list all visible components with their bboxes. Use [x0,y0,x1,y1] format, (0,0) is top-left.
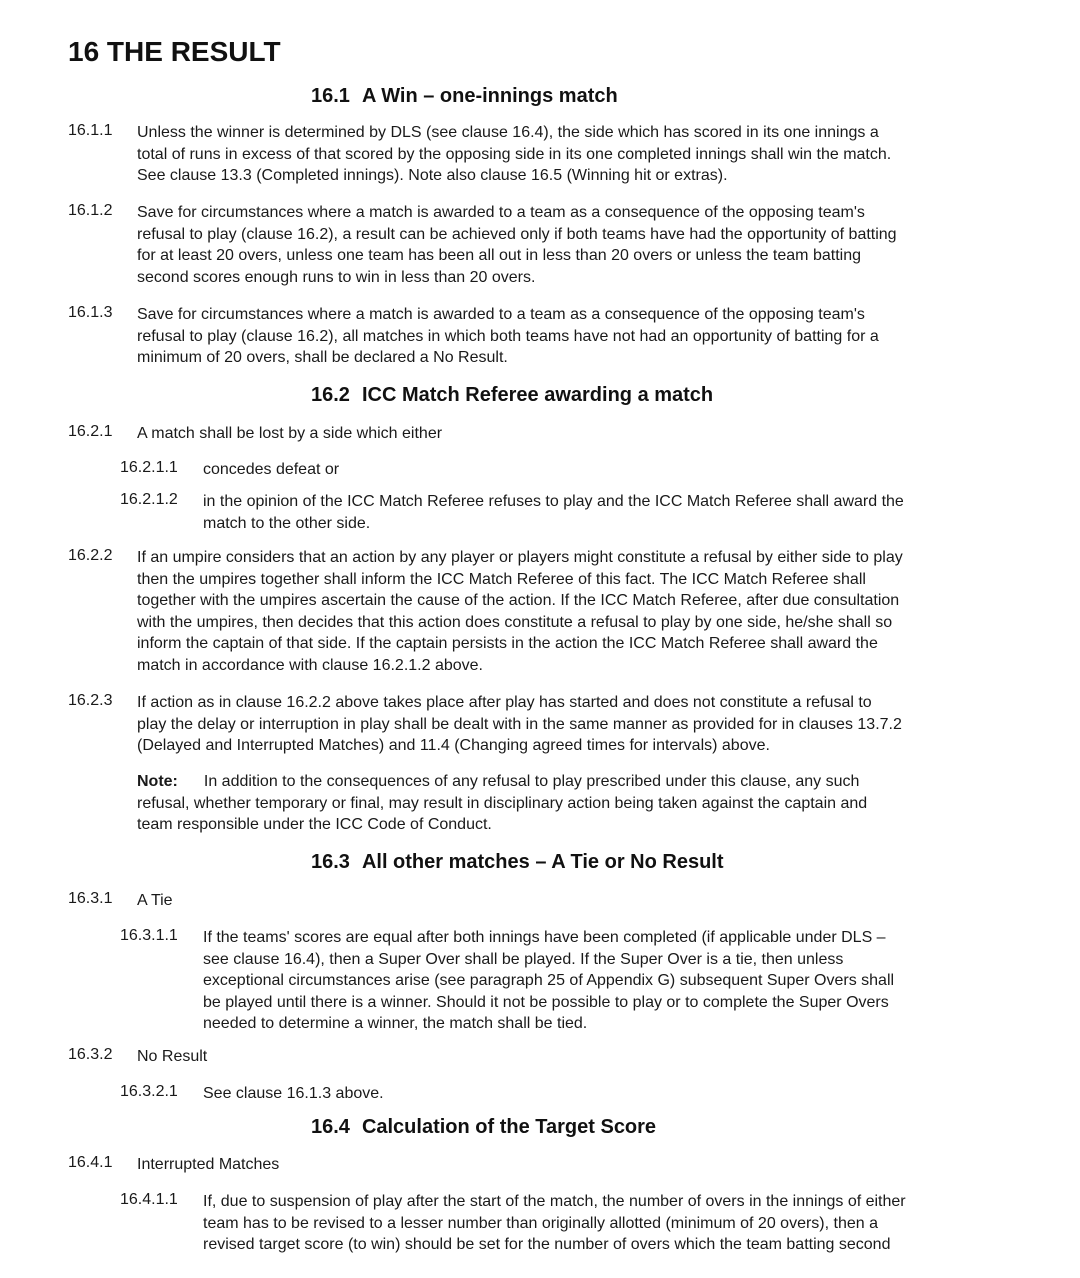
clause-number: 16.2.2 [68,547,113,564]
page-title: 16 THE RESULT [68,36,281,67]
clause-16-2-3-text [137,692,902,757]
clause-16-4-1-text: Interrupted Matches [137,1156,280,1173]
section-heading-16-4 [311,1116,656,1139]
clause-number: 16.3.2 [68,1046,113,1063]
text-line: Save for circumstances where a match is awarded to a team as a consequence of the opposing team's [137,306,865,323]
section-number: 16.1 [311,85,350,107]
text-line: refusal to play (clause 16.2), a result can be achieved only if both teams have had the opportunity of batting [137,225,897,243]
text-line: In addition to the consequences of any refusal to play prescribed under this clause, any such [203,773,860,790]
text-line: refusal, whether temporary or final, may result in disciplinary action being taken against the captain and [137,794,868,812]
text-line: second scores enough runs to win in less than 20 overs. [137,268,536,286]
text-line: needed to determine a winner, the match shall be tied. [203,1015,588,1033]
section-heading-16-1 [311,85,618,108]
text-line: inform the captain of that side. If the captain persists in the action the ICC Match Referee shall award the [137,635,878,653]
text-line: exceptional circumstances arise (see paragraph 25 of Appendix G) subsequent Super Overs shall [203,972,895,990]
subclause-16-4-1-1-text [203,1191,906,1256]
clause-16-2-2-text [137,547,903,677]
text-line: (Delayed and Interrupted Matches) and 11.4 (Changing agreed times for intervals) above. [137,737,770,755]
text-line: If the teams' scores are equal after both innings have been completed (if applicable under DLS – [203,929,886,946]
section-number: 16.2 [311,384,350,406]
text-line: in the opinion of the ICC Match Referee refuses to play and the ICC Match Referee shall award the [203,493,904,510]
text-line: If action as in clause 16.2.2 above takes place after play has started and does not constitute a refusal to [137,694,872,711]
text-line: with the umpires, then decides that this action does constitute a refusal to play by one side, he/she shall so [137,613,893,631]
text-line: refusal to play (clause 16.2), all matches in which both teams have not had an opportunity of batting for a [137,327,879,345]
section-heading-16-3 [311,851,724,874]
text-line: If an umpire considers that an action by any player or players might constitute a refusal by either side to play [137,549,903,566]
text-line: team responsible under the ICC Code of Conduct. [137,816,492,834]
text-line: for at least 20 overs, unless one team has been all out in less than 20 overs or unless the team batting [137,247,861,265]
text-line: Unless the winner is determined by DLS (see clause 16.4), the side which has scored in its one innings a [137,124,879,141]
text-line: match in accordance with clause 16.2.1.2 above. [137,656,483,674]
clause-number: 16.3.1 [68,890,113,907]
section-title: A Win – one-innings match [361,85,618,107]
text-line: match to the other side. [203,514,371,532]
subclause-number: 16.4.1.1 [120,1191,178,1208]
note-block [137,771,867,836]
section-number: 16.3 [311,851,350,873]
clause-16-3-1-text: A Tie [137,892,173,909]
subclause-16-3-1-1-text [203,927,894,1035]
clause-16-1-1-text [137,122,891,187]
subclause-number: 16.2.1.2 [120,491,178,508]
subclause-16-2-1-2-text [203,491,904,534]
clause-16-2-1-text: A match shall be lost by a side which either [137,425,443,442]
subclause-16-3-2-1-text: See clause 16.1.3 above. [203,1085,384,1102]
text-line: See clause 13.3 (Completed innings). Note also clause 16.5 (Winning hit or extras). [137,167,728,185]
subclause-number: 16.2.1.1 [120,459,178,476]
text-line: revised target score (to win) should be set for the number of overs which the team batting second [203,1236,891,1254]
clause-number: 16.4.1 [68,1154,113,1171]
clause-number: 16.1.1 [68,122,113,139]
clause-number: 16.1.3 [68,304,113,321]
text-line: total of runs in excess of that scored by the opposing side in its one completed innings shall win the match. [137,145,892,163]
section-title: All other matches – A Tie or No Result [361,851,724,873]
note-label: Note: [137,773,178,790]
section-heading-16-2 [311,384,713,407]
subclause-16-2-1-1-text: concedes defeat or [203,461,340,478]
text-line: together with the umpires ascertain the cause of the action. If the ICC Match Referee, after due consultation [137,592,900,610]
text-line: minimum of 20 overs, shall be declared a No Result. [137,349,508,367]
text-line: play the delay or interruption in play shall be dealt with in the same manner as provided for in clauses 13.7.2 [137,715,902,733]
text-line: Save for circumstances where a match is awarded to a team as a consequence of the opposing team's [137,204,865,221]
text-line: see clause 16.4), then a Super Over shall be played. If the Super Over is a tie, then unless [203,950,844,968]
clause-number: 16.2.1 [68,423,113,440]
section-title: ICC Match Referee awarding a match [361,384,714,406]
section-title: Calculation of the Target Score [361,1116,657,1138]
subclause-number: 16.3.1.1 [120,927,178,944]
subclause-number: 16.3.2.1 [120,1083,178,1100]
clause-16-3-2-text: No Result [137,1048,208,1065]
text-line: If, due to suspension of play after the start of the match, the number of overs in the innings of either [203,1193,906,1210]
text-line: team has to be revised to a lesser number than originally allotted (minimum of 20 overs), then a [203,1214,878,1232]
clause-16-1-2-text [137,202,897,288]
text-line: be played until there is a winner. Should it not be possible to play or to complete the Super Overs [203,993,889,1011]
clause-number: 16.2.3 [68,692,113,709]
clause-16-1-3-text [137,304,879,369]
text-line: then the umpires together shall inform the ICC Match Referee of this fact. The ICC Match Referee shall [137,570,866,588]
section-number: 16.4 [311,1116,350,1138]
clause-number: 16.1.2 [68,202,113,219]
